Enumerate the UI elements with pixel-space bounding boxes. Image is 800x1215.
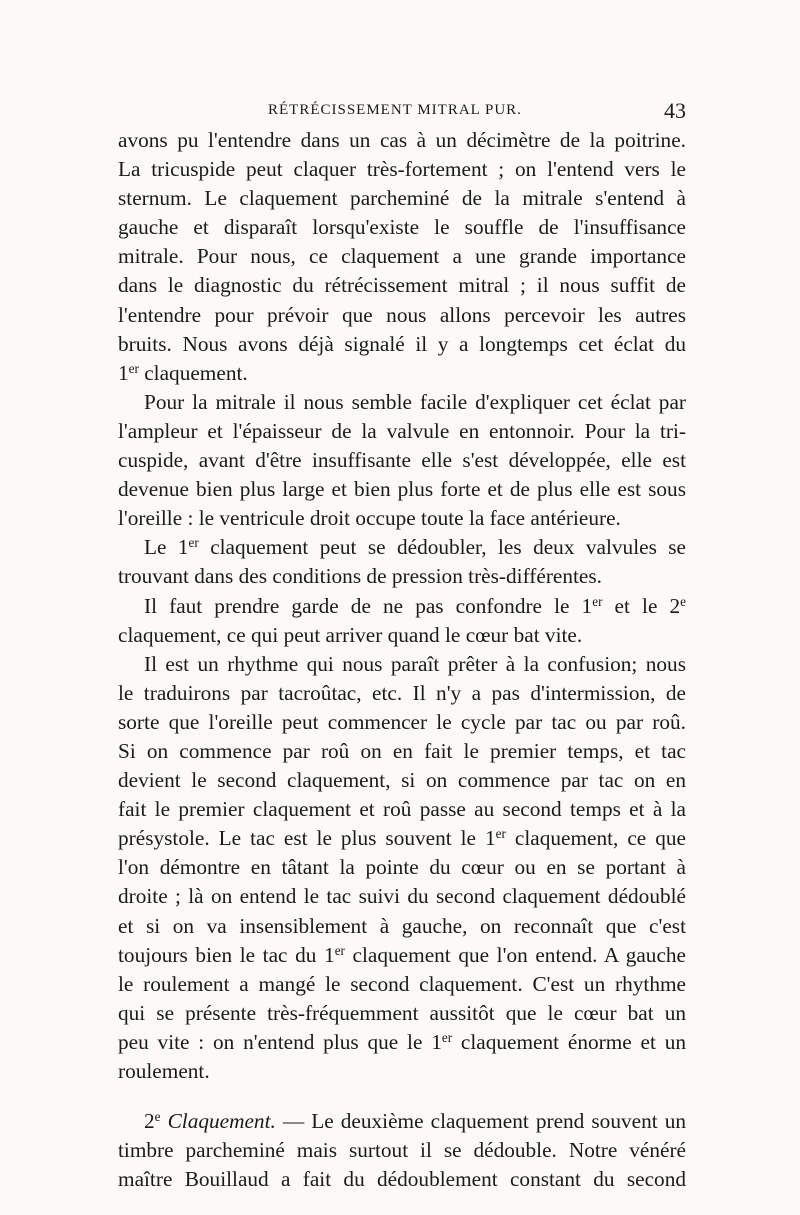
text-segment: Le 1 (144, 535, 189, 560)
text-line: bruits. Nous avons déjà signalé il y a longtemps cet éclat du (118, 331, 686, 356)
text-line: le roulement a mangé le second claquement. C'est un rhythme (118, 971, 686, 996)
text-line: Pour la mitrale il nous semble facile d'expliquer cet éclat par (144, 389, 686, 414)
text-line: timbre parcheminé mais surtout il se dédouble. Notre vénéré (118, 1138, 686, 1163)
text-line: devient le second claquement, si on commence par tac on en (118, 768, 686, 793)
text-segment: claquement que l'on entend. A gauche (344, 942, 687, 967)
section-number: 2 (144, 1109, 155, 1134)
text-segment: claquement énorme et un (452, 1029, 687, 1054)
text-line (118, 1028, 686, 1057)
text-line: l'oreille : le ventricule droit occupe toute la face antérieure. (118, 506, 621, 531)
text-segment: claquement, ce que (505, 826, 686, 851)
text-line (118, 1107, 686, 1136)
ordinal-suffix: er (495, 826, 506, 841)
text-line: claquement, ce qui peut arriver quand le cœur bat vite. (118, 622, 583, 647)
ordinal-suffix: er (441, 1029, 453, 1045)
text-line: et si on va insensiblement à gauche, on reconnaît que c'est (118, 913, 686, 938)
text-segment: présystole. Le tac est le plus souvent le 1 (118, 826, 496, 851)
text-line: trouvant dans des conditions de pression très-différentes. (118, 564, 602, 589)
text-line: l'entendre pour prévoir que nous allons percevoir les autres (118, 302, 686, 327)
text-line (118, 592, 686, 621)
ordinal-suffix: e (154, 1108, 161, 1124)
text-segment: claquement peut se dédoubler, les deux valvules se (198, 535, 686, 560)
text-line (118, 941, 686, 970)
text-line (118, 824, 686, 853)
text-line: dans le diagnostic du rétrécissement mitral ; il nous suffit de (118, 273, 686, 298)
text-segment: et le 2 (602, 593, 681, 618)
text-segment: Il faut prendre garde de ne pas confondre le 1 (144, 593, 593, 618)
text-segment: — Le deuxième claquement prend souvent un (275, 1109, 686, 1134)
text-line: roulement. (118, 1059, 210, 1083)
text-line: l'on démontre en tâtant la pointe du cœur ou en se portant à (118, 855, 686, 880)
text-segment: peu vite : on n'entend plus que le 1 (118, 1029, 442, 1054)
text-line: La tricuspide peut claquer très-fortement ; on l'entend vers le (118, 157, 686, 182)
ordinal-suffix: er (188, 535, 199, 551)
body-text (118, 126, 686, 1194)
text-line: mitrale. Pour nous, ce claquement a une grande importance (118, 244, 686, 269)
ordinal-suffix: er (334, 942, 345, 958)
text-line: droite ; là on entend le tac suivi du second claquement dédoublé (118, 884, 686, 909)
text-line: l'ampleur et l'épaisseur de la valvule en entonnoir. Pour la tri- (118, 418, 686, 443)
ordinal-suffix: er (592, 593, 603, 609)
text-line: fait le premier claquement et roû passe au second temps et à la (118, 797, 686, 822)
text-line: gauche et disparaît lorsqu'existe le souffle de l'insuffisance (118, 215, 686, 240)
text-line: Si on commence par roû on en fait le premier temps, et tac (118, 738, 686, 763)
section-gap (118, 1086, 686, 1107)
text-line: sorte que l'oreille peut commencer le cycle par tac ou par roû. (118, 709, 686, 734)
text-line: maître Bouillaud a fait du dédoublement constant du second (118, 1167, 686, 1192)
page-header (118, 98, 686, 126)
text-segment: toujours bien le tac du 1 (118, 942, 335, 967)
text-line (118, 359, 686, 388)
text-line: devenue bien plus large et bien plus forte et de plus elle est sous (118, 477, 686, 502)
text-line (118, 533, 686, 562)
text-line: sternum. Le claquement parcheminé de la mitrale s'entend à (118, 186, 686, 211)
text-segment: claquement. (138, 360, 248, 385)
text-line: avons pu l'entendre dans un cas à un décimètre de la poitrine. (118, 128, 686, 152)
page-number: 43 (664, 98, 686, 123)
text-line: cuspide, avant d'être insuffisante elle s'est développée, elle est (118, 448, 686, 473)
section-title: Claquement. (160, 1109, 276, 1134)
text-line: le traduirons par tacroûtac, etc. Il n'y a pas d'intermission, de (118, 680, 686, 705)
ordinal-number: 1 (118, 360, 129, 385)
running-title: RÉTRÉCISSEMENT MITRAL PUR. (268, 102, 522, 118)
ordinal-suffix: er (128, 360, 139, 376)
text-line: Il est un rhythme qui nous paraît prêter à la confusion; nous (144, 651, 686, 676)
ordinal-suffix: e (680, 593, 686, 609)
text-line: qui se présente très-fréquemment aussitôt que le cœur bat un (118, 1000, 686, 1025)
